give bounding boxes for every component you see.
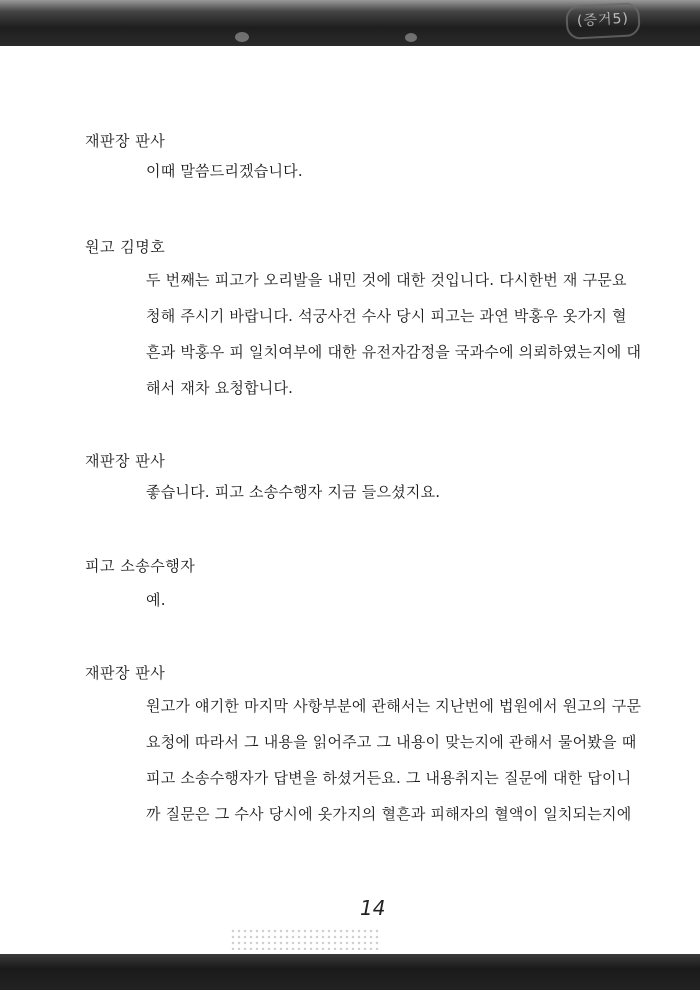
scan-top-border [0,0,700,46]
evidence-stamp: (증거5) [565,2,641,40]
speaker-label: 재판장 판사 [85,664,166,682]
speech-line: 예. [146,591,166,609]
speaker-label: 재판장 판사 [85,452,166,470]
speech-line: 요청에 따라서 그 내용을 읽어주고 그 내용이 맞는지에 관해서 물어봤을 때 [146,733,637,751]
scan-bottom-border [0,954,700,990]
speech-block [146,582,646,618]
speech-line: 까 질문은 그 수사 당시에 옷가지의 혈흔과 피해자의 혈액이 일치되는지에 [146,805,632,823]
speaker-label: 피고 소송수행자 [85,557,196,575]
scan-noise-dots [230,928,380,950]
speaker-label: 재판장 판사 [85,132,166,150]
speech-block [146,474,646,510]
speech-line: 청해 주시기 바랍니다. 석궁사건 수사 당시 피고는 과연 박홍우 옷가지 혈 [146,307,627,325]
page-number: 14 [360,896,386,920]
speech-block [146,688,646,832]
speech-line: 이때 말씀드리겠습니다. [146,162,303,180]
speech-line: 두 번째는 피고가 오리발을 내민 것에 대한 것입니다. 다시한번 재 구문요 [146,271,627,289]
speech-line: 원고가 얘기한 마지막 사항부분에 관해서는 지난번에 법원에서 원고의 구문 [146,697,642,715]
speech-line: 좋습니다. 피고 소송수행자 지금 들으셨지요. [146,483,441,501]
speaker-label: 원고 김명호 [85,238,166,256]
speech-line: 흔과 박홍우 피 일치여부에 대한 유전자감정을 국과수에 의뢰하였는지에 대 [146,343,642,361]
speech-block [146,262,646,406]
speech-line: 피고 소송수행자가 답변을 하셨거든요. 그 내용취지는 질문에 대한 답이니 [146,769,632,787]
speech-line: 해서 재차 요청합니다. [146,379,294,397]
speech-block [146,153,646,189]
